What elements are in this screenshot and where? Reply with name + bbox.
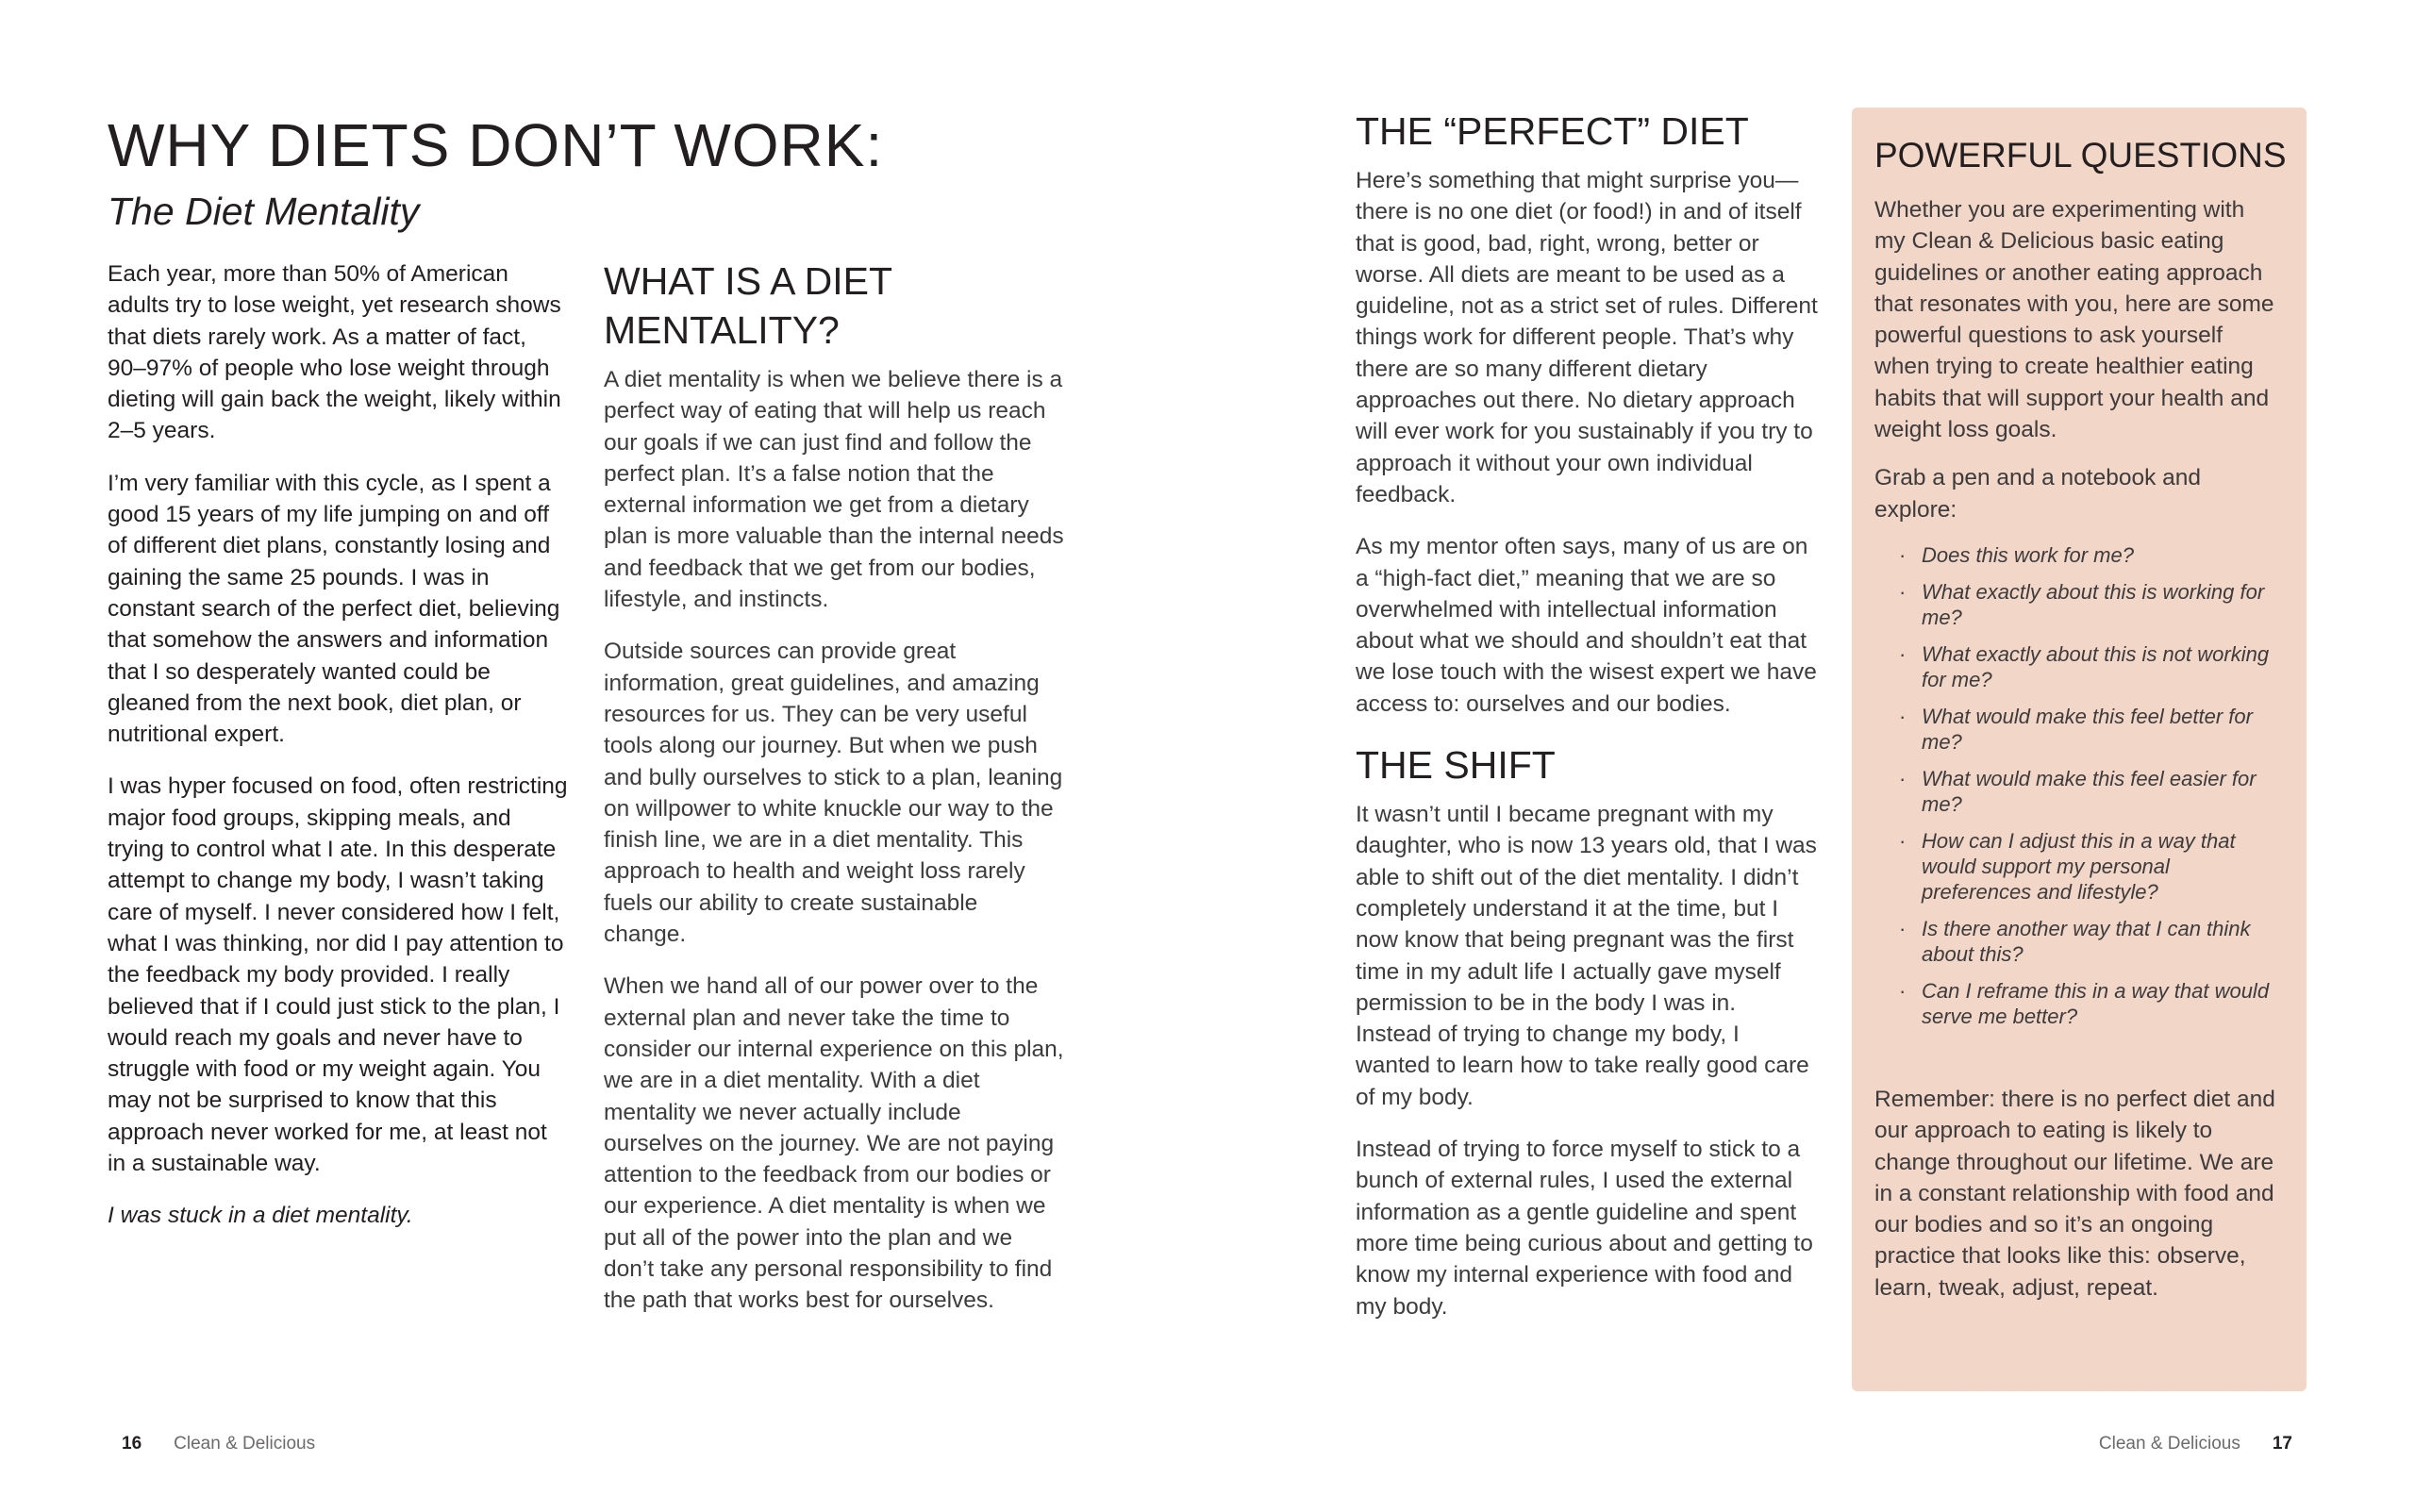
emphasis-paragraph: I was stuck in a diet mentality. <box>108 1203 413 1229</box>
question-item <box>1874 542 2280 568</box>
question-item <box>1874 641 2280 692</box>
section-body <box>1356 799 1818 1322</box>
paragraph: Each year, more than 50% of American adults try to lose weight, yet research shows that diets rarely work. As a matter of fact, 90–97% of people who lose weight through dieting will gain back the weight, likely within 2–5 years. <box>108 261 561 444</box>
running-title: Clean & Delicious <box>2098 1434 2240 1454</box>
page-number: 17 <box>2272 1434 2292 1454</box>
bullet-icon: · <box>1899 978 1907 1003</box>
bullet-icon: · <box>1899 766 1907 790</box>
perfect-diet-column <box>1356 107 1818 1343</box>
paragraph: Outside sources can provide great information, great guidelines, and amazing resources for us. They can be very useful tools along our journey. But when we push and bully ourselves to stick to a plan, leaning on willpower to white knuckle our way to the finish line, we are in a diet mentality. This approach to health and weight loss rarely fuels our ability to create sustainable change. <box>604 639 1063 948</box>
paragraph: Whether you are experimenting with my Clean & Delicious basic eating guidelines or another eating approach that resonates with you, here are some powerful questions to ask yourself when trying to create healthier eating habits that will support your health and weight loss goals. <box>1874 197 2274 443</box>
paragraph: When we hand all of our power over to the external plan and never take the time to consider our internal experience on this plan, we are in a diet mentality. With a diet mentality we never actually include ourselves on the journey. We are not paying attention to the feedback from our bodies or our experience. A diet mentality is when we put all of the power into the plan and we don’t take any personal responsibility to find the path that works best for ourselves. <box>604 973 1064 1314</box>
paragraph: It wasn’t until I became pregnant with my daughter, who is now 13 years old, that I was able to shift out of the diet mentality. I didn’t completely understand it at the time, but I now know that being pregnant was the first time in my adult life I actually gave myself permission to be in the body I was in. Instead of trying to change my body, I wanted to learn how to take really good care of my body. <box>1356 802 1817 1110</box>
section-body <box>1356 165 1818 720</box>
page-number: 16 <box>122 1434 142 1454</box>
paragraph: Here’s something that might surprise you—there is no one diet (or food!) in and of itself that is good, bad, right, wrong, better or worse. All diets are meant to be used as a guideline, not as a strict set of rules. Different things work for different people. That’s why there are so many different dietary approaches out there. No dietary approach will ever work for you sustainably if you try to approach it without your own individual feedback. <box>1356 168 1818 507</box>
section-heading: THE SHIFT <box>1356 743 1556 788</box>
question-text: What exactly about this is working for me? <box>1922 579 2265 629</box>
footer-left <box>122 1433 315 1455</box>
question-item <box>1874 916 2280 967</box>
question-text: What would make this feel better for me? <box>1922 704 2253 754</box>
section-body <box>604 364 1066 1317</box>
paragraph: As my mentor often says, many of us are on a “high-fact diet,” meaning that we are so overwhelmed with intellectual information about what we should and shouldn’t eat that we lose touch with the wisest expert we have access to: ourselves and our bodies. <box>1356 534 1817 717</box>
page-subtitle: The Diet Mentality <box>108 190 420 233</box>
paragraph: A diet mentality is when we believe there is a perfect way of eating that will help us reach our goals if we can just find and follow the perfect plan. It’s a false notion that the external information we get from a dietary plan is more valuable than the internal needs and feedback that we get from our bodies, lifestyle, and instincts. <box>604 367 1064 613</box>
bullet-icon: · <box>1899 704 1907 728</box>
question-list <box>1874 542 2280 1029</box>
bullet-icon: · <box>1899 828 1907 853</box>
bullet-icon: · <box>1899 641 1907 666</box>
question-text: What would make this feel easier for me? <box>1922 766 2257 816</box>
section-heading: WHAT IS A DIET MENTALITY? <box>604 259 892 352</box>
question-text: What exactly about this is not working for me? <box>1922 641 2270 691</box>
bullet-icon: · <box>1899 916 1907 940</box>
section-heading: THE “PERFECT” DIET <box>1356 109 1749 153</box>
question-text: Does this work for me? <box>1922 542 2134 567</box>
question-text: Can I reframe this in a way that would serve me better? <box>1922 978 2270 1028</box>
running-title: Clean & Delicious <box>174 1434 316 1454</box>
sidebar-body <box>1874 1084 2280 1304</box>
question-item <box>1874 978 2280 1029</box>
sidebar-body <box>1874 194 2280 525</box>
page-title: WHY DIETS DON’T WORK: <box>108 111 884 179</box>
question-text: How can I adjust this in a way that would support my personal preferences and lifestyle? <box>1922 828 2236 904</box>
sidebar-title: POWERFUL QUESTIONS <box>1874 136 2287 174</box>
question-item <box>1874 704 2280 755</box>
bullet-icon: · <box>1899 579 1907 604</box>
paragraph: Remember: there is no perfect diet and our approach to eating is likely to change throughout our lifetime. We are in a constant relationship with food and our bodies and so it’s an ongoing practice that looks like this: observe, learn, tweak, adjust, repeat. <box>1874 1086 2275 1301</box>
question-item <box>1874 766 2280 817</box>
paragraph: I’m very familiar with this cycle, as I spent a good 15 years of my life jumping on and off of different diet plans, constantly losing and gaining the same 25 pounds. I was in constant search of the perfect diet, believing that somehow the answers and information that I so desperately wanted could be gleaned from the next book, diet plan, or nutritional expert. <box>108 470 560 748</box>
intro-column <box>108 258 570 1253</box>
bullet-icon: · <box>1899 542 1907 567</box>
question-item <box>1874 579 2280 630</box>
paragraph: Grab a pen and a notebook and explore: <box>1874 465 2202 523</box>
question-text: Is there another way that I can think about this? <box>1922 916 2251 966</box>
footer-right <box>2099 1433 2292 1455</box>
powerful-questions-sidebar <box>1852 108 2307 1391</box>
paragraph: I was hyper focused on food, often restricting major food groups, skipping meals, and trying to control what I ate. In this desperate attempt to change my body, I wasn’t taking care of myself. I never considered how I felt, what I was thinking, nor did I pay attention to the feedback my body provided. I really believed that if I could just stick to the plan, I would reach my goals and never have to struggle with food or my weight again. You may not be surprised to know that this approach never worked for me, at least not in a sustainable way. <box>108 773 568 1177</box>
diet-mentality-column <box>604 257 1066 1338</box>
question-item <box>1874 828 2280 905</box>
paragraph: Instead of trying to force myself to stick to a bunch of external rules, I used the external information as a gentle guideline and spent more time being curious about and getting to know my internal experience with food and my body. <box>1356 1137 1813 1320</box>
